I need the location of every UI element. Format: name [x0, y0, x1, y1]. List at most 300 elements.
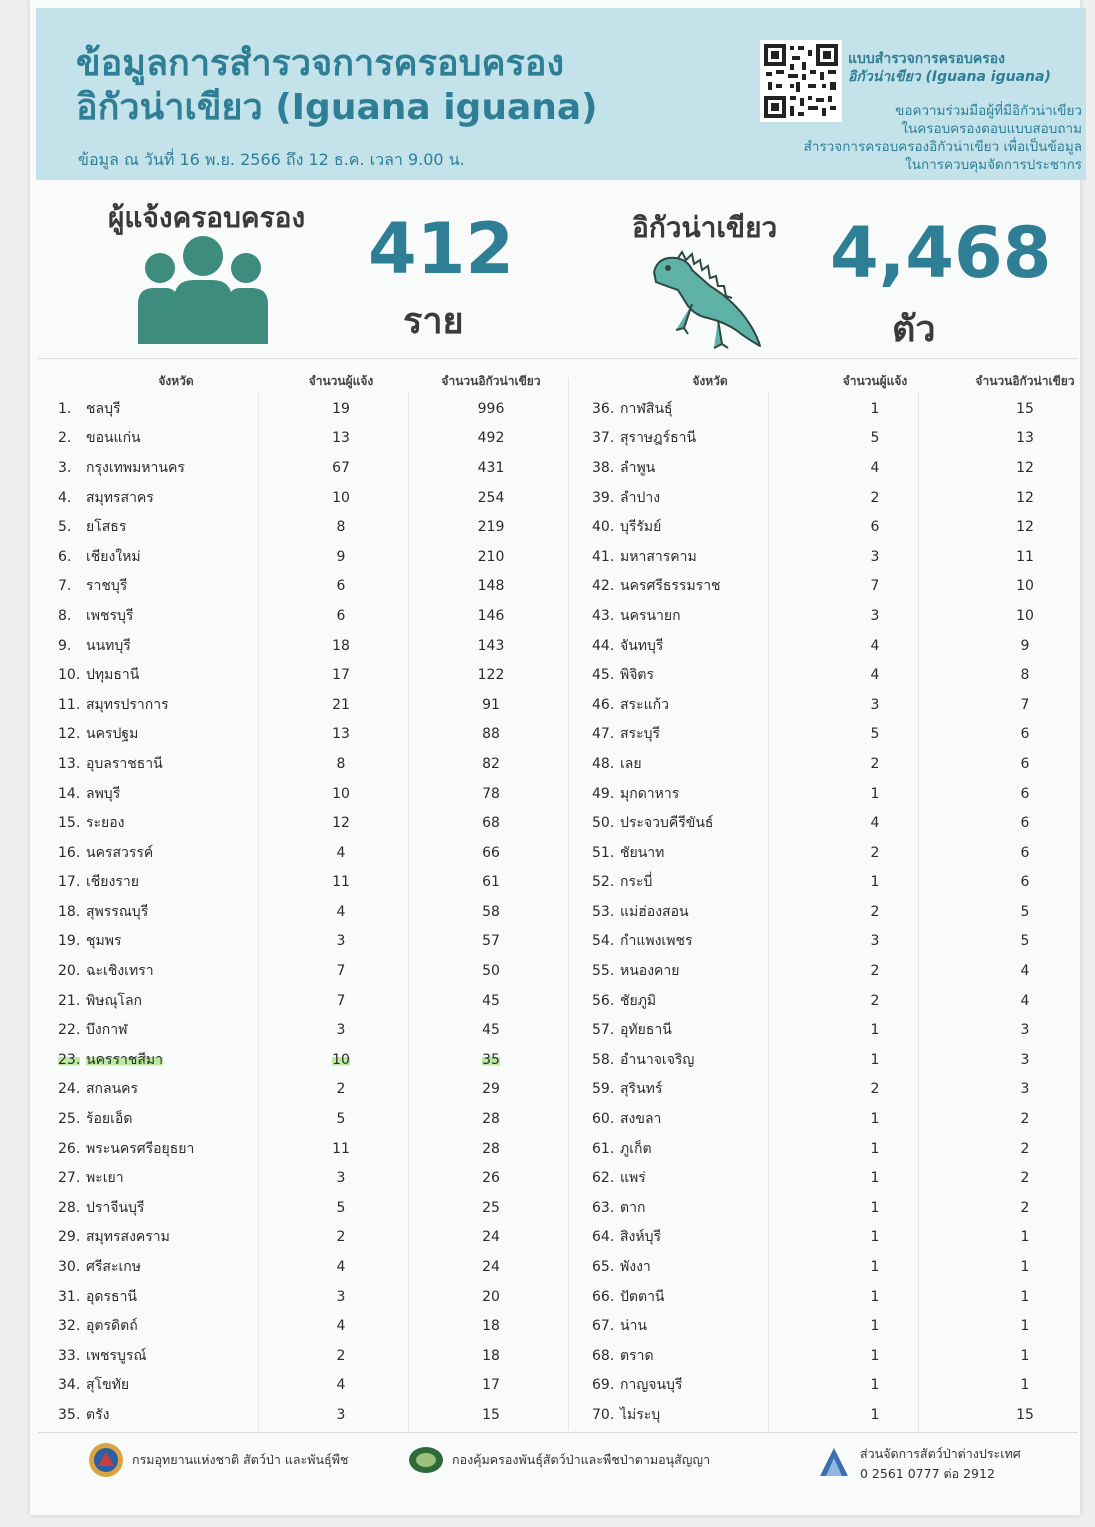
- row-number: 52.: [592, 874, 615, 891]
- table-row: [570, 394, 1095, 424]
- row-iguanas: 15: [482, 1406, 500, 1423]
- row-owners: 4: [870, 815, 880, 832]
- row-province: สระบุรี: [620, 726, 660, 743]
- row-province: เชียงราย: [86, 874, 139, 891]
- row-owners: 4: [336, 1318, 346, 1335]
- row-number: 37.: [592, 430, 615, 447]
- row-province: สิงห์บุรี: [620, 1229, 662, 1246]
- row-number: 6.: [58, 548, 72, 565]
- row-province: ภูเก็ต: [620, 1140, 652, 1157]
- table-row: [570, 453, 1095, 483]
- table-row: [570, 927, 1095, 957]
- row-iguanas: 35: [482, 1051, 500, 1068]
- table-row: [570, 808, 1095, 838]
- header-iguanas: จำนวนอิกัวน่าเขียว: [441, 373, 541, 388]
- header-owners: จำนวนผู้แจ้ง: [308, 373, 374, 388]
- row-owners: 3: [870, 548, 880, 565]
- row-iguanas: 45: [482, 992, 500, 1009]
- row-number: 31.: [58, 1288, 81, 1305]
- row-number: 30.: [58, 1259, 81, 1276]
- row-owners: 1: [870, 874, 880, 891]
- row-number: 7.: [58, 578, 72, 595]
- row-iguanas: 45: [482, 1022, 500, 1039]
- table-row: [36, 749, 566, 779]
- row-number: 2.: [58, 430, 72, 447]
- table-row: [36, 1223, 566, 1253]
- row-iguanas: 28: [482, 1140, 500, 1157]
- row-iguanas: 25: [482, 1199, 500, 1216]
- row-number: 61.: [592, 1140, 615, 1157]
- row-province: กาฬสินธุ์: [620, 400, 673, 417]
- table-row: [570, 1045, 1095, 1075]
- row-iguanas: 11: [1016, 548, 1034, 565]
- row-owners: 3: [870, 933, 880, 950]
- row-iguanas: 996: [477, 400, 505, 417]
- row-iguanas: 61: [482, 874, 500, 891]
- table-row: [570, 1341, 1095, 1371]
- row-owners: 2: [870, 903, 880, 920]
- row-iguanas: 1: [1020, 1347, 1030, 1364]
- row-owners: 19: [332, 400, 350, 417]
- table-header: [570, 368, 1095, 394]
- owners-unit: ราย: [403, 301, 464, 342]
- table-row: [36, 1400, 566, 1430]
- table-row: [570, 542, 1095, 572]
- row-number: 15.: [58, 815, 81, 832]
- row-iguanas: 4: [1020, 992, 1030, 1009]
- row-iguanas: 10: [1016, 607, 1034, 624]
- row-iguanas: 91: [482, 696, 500, 713]
- table-row: [36, 660, 566, 690]
- row-owners: 3: [870, 607, 880, 624]
- row-owners: 17: [332, 667, 350, 684]
- row-number: 44.: [592, 637, 615, 654]
- row-owners: 2: [870, 1081, 880, 1098]
- row-province: ประจวบคีรีขันธ์: [620, 815, 714, 832]
- row-owners: 2: [870, 489, 880, 506]
- row-owners: 1: [870, 1259, 880, 1276]
- table-row: [36, 631, 566, 661]
- row-number: 21.: [58, 992, 81, 1009]
- row-iguanas: 18: [482, 1347, 500, 1364]
- table-row: [570, 956, 1095, 986]
- table-row: [36, 1045, 566, 1075]
- row-province: ตรัง: [86, 1406, 110, 1423]
- row-owners: 2: [870, 963, 880, 980]
- row-iguanas: 219: [477, 519, 505, 536]
- row-iguanas: 12: [1016, 459, 1034, 476]
- table-row: [570, 838, 1095, 868]
- row-number: 10.: [58, 667, 81, 684]
- row-province: กาญจนบุรี: [620, 1377, 683, 1394]
- row-iguanas: 12: [1016, 489, 1034, 506]
- table-row: [570, 601, 1095, 631]
- row-owners: 12: [332, 815, 350, 832]
- footer-org-2: กองคุ้มครองพันธุ์สัตว์ป่าและพืชป่าตามอนุสัญญา: [408, 1442, 710, 1478]
- title-line-2: อิกัวน่าเขียว (Iguana iguana): [76, 87, 598, 128]
- row-province: ไม่ระบุ: [620, 1406, 661, 1423]
- row-owners: 10: [332, 489, 350, 506]
- row-number: 19.: [58, 933, 81, 950]
- table-row: [36, 394, 566, 424]
- row-owners: 21: [332, 696, 350, 713]
- row-province: ตราด: [620, 1347, 654, 1364]
- table-row: [36, 1252, 566, 1282]
- row-number: 66.: [592, 1288, 615, 1305]
- row-number: 48.: [592, 755, 615, 772]
- table-row: [570, 1371, 1095, 1401]
- row-owners: 1: [870, 1347, 880, 1364]
- row-province: อุดรธานี: [86, 1288, 137, 1305]
- row-iguanas: 4: [1020, 963, 1030, 980]
- row-province: นครศรีธรรมราช: [620, 578, 721, 595]
- header-banner: [36, 8, 1086, 180]
- row-province: พังงา: [620, 1259, 651, 1276]
- column-line: [568, 378, 569, 1430]
- row-iguanas: 2: [1020, 1111, 1030, 1128]
- table-row: [36, 483, 566, 513]
- table-divider: [38, 358, 1078, 359]
- row-province: สระแก้ว: [620, 696, 669, 713]
- row-iguanas: 6: [1020, 844, 1030, 861]
- row-province: นครสวรรค์: [86, 844, 154, 861]
- row-owners: 4: [870, 667, 880, 684]
- row-number: 20.: [58, 963, 81, 980]
- row-number: 9.: [58, 637, 72, 654]
- footer-divider: [38, 1432, 1078, 1433]
- table-row: [36, 424, 566, 454]
- row-number: 24.: [58, 1081, 81, 1098]
- row-number: 70.: [592, 1406, 615, 1423]
- row-iguanas: 3: [1020, 1051, 1030, 1068]
- row-iguanas: 1: [1020, 1229, 1030, 1246]
- table-row: [570, 1282, 1095, 1312]
- row-number: 49.: [592, 785, 615, 802]
- row-owners: 1: [870, 1140, 880, 1157]
- footer-org-3: ส่วนจัดการสัตว์ป่าต่างประเทศ 0 2561 0777 ต่อ 2912: [816, 1444, 1021, 1484]
- row-iguanas: 5: [1020, 903, 1030, 920]
- row-province: สุโขทัย: [86, 1377, 130, 1394]
- table-row: [36, 453, 566, 483]
- row-province: แม่ฮ่องสอน: [620, 903, 689, 920]
- iguanas-count: 4,468: [830, 212, 1052, 294]
- row-number: 16.: [58, 844, 81, 861]
- row-number: 41.: [592, 548, 615, 565]
- row-iguanas: 50: [482, 963, 500, 980]
- row-owners: 7: [336, 963, 346, 980]
- row-owners: 2: [870, 844, 880, 861]
- row-iguanas: 254: [477, 489, 505, 506]
- row-province: พะเยา: [86, 1170, 124, 1187]
- row-owners: 67: [332, 459, 350, 476]
- row-iguanas: 143: [477, 637, 505, 654]
- table-row: [570, 1015, 1095, 1045]
- row-number: 54.: [592, 933, 615, 950]
- row-number: 43.: [592, 607, 615, 624]
- row-owners: 6: [336, 607, 346, 624]
- owners-count: 412: [368, 208, 515, 290]
- row-number: 42.: [592, 578, 615, 595]
- row-province: พิษณุโลก: [86, 992, 143, 1009]
- row-owners: 6: [336, 578, 346, 595]
- row-province: ร้อยเอ็ด: [86, 1111, 133, 1128]
- row-iguanas: 24: [482, 1229, 500, 1246]
- row-iguanas: 2: [1020, 1170, 1030, 1187]
- row-number: 65.: [592, 1259, 615, 1276]
- table-row: [36, 1104, 566, 1134]
- row-iguanas: 1: [1020, 1318, 1030, 1335]
- row-owners: 1: [870, 400, 880, 417]
- row-province: น่าน: [620, 1318, 648, 1335]
- row-province: อุทัยธานี: [620, 1022, 672, 1039]
- row-number: 59.: [592, 1081, 615, 1098]
- table-row: [570, 1252, 1095, 1282]
- table-row: [36, 1371, 566, 1401]
- row-number: 39.: [592, 489, 615, 506]
- row-number: 56.: [592, 992, 615, 1009]
- row-iguanas: 1: [1020, 1259, 1030, 1276]
- table-row: [570, 424, 1095, 454]
- row-owners: 3: [336, 1288, 346, 1305]
- table-row: [36, 572, 566, 602]
- table-row: [570, 897, 1095, 927]
- row-number: 4.: [58, 489, 72, 506]
- row-province: ลำปาง: [620, 489, 661, 506]
- row-iguanas: 18: [482, 1318, 500, 1335]
- table-row: [570, 1400, 1095, 1430]
- row-province: ขอนแก่น: [86, 430, 141, 447]
- table-row: [36, 956, 566, 986]
- row-number: 8.: [58, 607, 72, 624]
- row-province: นครราชสีมา: [86, 1051, 163, 1068]
- table-row: [36, 1015, 566, 1045]
- row-owners: 1: [870, 1199, 880, 1216]
- row-number: 55.: [592, 963, 615, 980]
- table-row: [570, 986, 1095, 1016]
- row-iguanas: 10: [1016, 578, 1034, 595]
- people-icon: [138, 234, 268, 346]
- row-owners: 4: [336, 1259, 346, 1276]
- table-left: [36, 368, 566, 1430]
- row-number: 12.: [58, 726, 81, 743]
- table-row: [570, 1223, 1095, 1253]
- row-province: สุราษฎร์ธานี: [620, 430, 697, 447]
- row-province: เพชรบุรี: [86, 607, 134, 624]
- row-owners: 3: [336, 1022, 346, 1039]
- row-number: 23.: [58, 1051, 81, 1068]
- row-province: เลย: [620, 755, 642, 772]
- row-province: สมุทรสาคร: [86, 489, 154, 506]
- row-number: 67.: [592, 1318, 615, 1335]
- row-iguanas: 431: [477, 459, 505, 476]
- row-iguanas: 1: [1020, 1377, 1030, 1394]
- row-number: 35.: [58, 1406, 81, 1423]
- row-number: 38.: [592, 459, 615, 476]
- row-iguanas: 88: [482, 726, 500, 743]
- row-number: 17.: [58, 874, 81, 891]
- row-province: ปทุมธานี: [86, 667, 140, 684]
- table-row: [570, 779, 1095, 809]
- table-body-left: [36, 394, 566, 1430]
- row-province: อำนาจเจริญ: [620, 1051, 695, 1068]
- table-row: [570, 572, 1095, 602]
- table-right: [570, 368, 1095, 1430]
- table-row: [36, 1163, 566, 1193]
- row-owners: 4: [336, 903, 346, 920]
- row-province: ยโสธร: [86, 519, 127, 536]
- row-province: กำแพงเพชร: [620, 933, 693, 950]
- row-owners: 2: [870, 755, 880, 772]
- row-iguanas: 122: [477, 667, 505, 684]
- row-number: 45.: [592, 667, 615, 684]
- row-province: อุบลราชธานี: [86, 755, 163, 772]
- row-owners: 1: [870, 1111, 880, 1128]
- row-owners: 1: [870, 1229, 880, 1246]
- row-province: บึงกาฬ: [86, 1022, 128, 1039]
- row-iguanas: 148: [477, 578, 505, 595]
- row-owners: 5: [336, 1111, 346, 1128]
- table-row: [36, 512, 566, 542]
- header-province: จังหวัด: [158, 373, 194, 388]
- row-province: สมุทรสงคราม: [86, 1229, 170, 1246]
- row-province: ระยอง: [86, 815, 125, 832]
- row-iguanas: 9: [1020, 637, 1030, 654]
- row-owners: 1: [870, 1022, 880, 1039]
- row-owners: 3: [870, 696, 880, 713]
- header-province: จังหวัด: [692, 373, 728, 388]
- row-iguanas: 26: [482, 1170, 500, 1187]
- row-number: 5.: [58, 519, 72, 536]
- header-iguanas: จำนวนอิกัวน่าเขียว: [975, 373, 1075, 388]
- cites-logo-icon: [408, 1442, 444, 1478]
- row-province: ลำพูน: [620, 459, 656, 476]
- row-iguanas: 29: [482, 1081, 500, 1098]
- row-province: พิจิตร: [620, 667, 655, 684]
- row-number: 51.: [592, 844, 615, 861]
- row-owners: 8: [336, 755, 346, 772]
- row-province: ตาก: [620, 1199, 646, 1216]
- row-iguanas: 13: [1016, 430, 1034, 447]
- row-owners: 4: [336, 1377, 346, 1394]
- table-row: [36, 808, 566, 838]
- row-number: 3.: [58, 459, 72, 476]
- row-iguanas: 15: [1016, 400, 1034, 417]
- row-iguanas: 20: [482, 1288, 500, 1305]
- row-owners: 3: [336, 1170, 346, 1187]
- row-province: ราชบุรี: [86, 578, 128, 595]
- table-row: [36, 927, 566, 957]
- row-owners: 1: [870, 1051, 880, 1068]
- row-number: 68.: [592, 1347, 615, 1364]
- table-row: [570, 631, 1095, 661]
- table-row: [36, 986, 566, 1016]
- table-row: [570, 720, 1095, 750]
- row-number: 25.: [58, 1111, 81, 1128]
- row-province: หนองคาย: [620, 963, 680, 980]
- row-owners: 1: [870, 1377, 880, 1394]
- row-iguanas: 1: [1020, 1288, 1030, 1305]
- row-number: 32.: [58, 1318, 81, 1335]
- row-iguanas: 15: [1016, 1406, 1034, 1423]
- row-province: สงขลา: [620, 1111, 662, 1128]
- table-header: [36, 368, 566, 394]
- table-row: [36, 690, 566, 720]
- row-number: 27.: [58, 1170, 81, 1187]
- row-province: นครปฐม: [86, 726, 139, 743]
- row-number: 1.: [58, 400, 72, 417]
- row-iguanas: 2: [1020, 1199, 1030, 1216]
- row-number: 26.: [58, 1140, 81, 1157]
- row-number: 50.: [592, 815, 615, 832]
- table-row: [570, 660, 1095, 690]
- iguanas-unit: ตัว: [892, 309, 936, 350]
- data-date: ข้อมูล ณ วันที่ 16 พ.ย. 2566 ถึง 12 ธ.ค. เวลา 9.00 น.: [78, 150, 465, 169]
- table-row: [570, 1193, 1095, 1223]
- row-iguanas: 6: [1020, 874, 1030, 891]
- table-row: [36, 601, 566, 631]
- row-province: ศรีสะเกษ: [86, 1259, 141, 1276]
- row-iguanas: 492: [477, 430, 505, 447]
- row-province: นนทบุรี: [86, 637, 131, 654]
- row-province: พระนครศรีอยุธยา: [86, 1140, 195, 1157]
- row-number: 53.: [592, 903, 615, 920]
- row-number: 33.: [58, 1347, 81, 1364]
- row-owners: 6: [870, 519, 880, 536]
- row-province: ปราจีนบุรี: [86, 1199, 145, 1216]
- row-owners: 2: [336, 1229, 346, 1246]
- row-owners: 3: [336, 1406, 346, 1423]
- row-province: ปัตตานี: [620, 1288, 665, 1305]
- row-province: สุพรรณบุรี: [86, 903, 149, 920]
- row-iguanas: 5: [1020, 933, 1030, 950]
- row-owners: 5: [870, 726, 880, 743]
- row-province: เชียงใหม่: [86, 548, 141, 565]
- row-province: บุรีรัมย์: [620, 519, 662, 536]
- table-row: [36, 1341, 566, 1371]
- row-owners: 9: [336, 548, 346, 565]
- iguanas-label: อิกัวน่าเขียว: [632, 211, 778, 244]
- row-number: 40.: [592, 519, 615, 536]
- owners-label: ผู้แจ้งครอบครอง: [108, 201, 306, 234]
- row-number: 57.: [592, 1022, 615, 1039]
- row-iguanas: 6: [1020, 755, 1030, 772]
- row-number: 29.: [58, 1229, 81, 1246]
- table-row: [36, 1282, 566, 1312]
- dnp-logo-icon: [88, 1442, 124, 1478]
- row-owners: 5: [870, 430, 880, 447]
- table-row: [36, 542, 566, 572]
- row-iguanas: 6: [1020, 726, 1030, 743]
- row-province: สมุทรปราการ: [86, 696, 169, 713]
- row-iguanas: 12: [1016, 519, 1034, 536]
- table-row: [36, 838, 566, 868]
- row-iguanas: 68: [482, 815, 500, 832]
- qr-title: แบบสำรวจการครอบครอง อิกัวน่าเขียว (Iguana iguana): [848, 51, 1051, 85]
- row-number: 34.: [58, 1377, 81, 1394]
- row-province: ชลบุรี: [86, 400, 121, 417]
- table-row: [570, 512, 1095, 542]
- row-iguanas: 6: [1020, 785, 1030, 802]
- row-owners: 5: [336, 1199, 346, 1216]
- qr-description: ขอความร่วมมือผู้ที่มีอิกัวน่าเขียว ในครอบครองตอบแบบสอบถาม สำรวจการครอบครองอิกัวน่าเขียว เพื่อเป็นข้อมูล ในการควบคุมจัดการประชากร: [803, 103, 1082, 173]
- row-number: 63.: [592, 1199, 615, 1216]
- page: [30, 0, 1080, 1515]
- table-row: [36, 897, 566, 927]
- row-owners: 7: [336, 992, 346, 1009]
- row-owners: 3: [336, 933, 346, 950]
- row-iguanas: 17: [482, 1377, 500, 1394]
- row-number: 47.: [592, 726, 615, 743]
